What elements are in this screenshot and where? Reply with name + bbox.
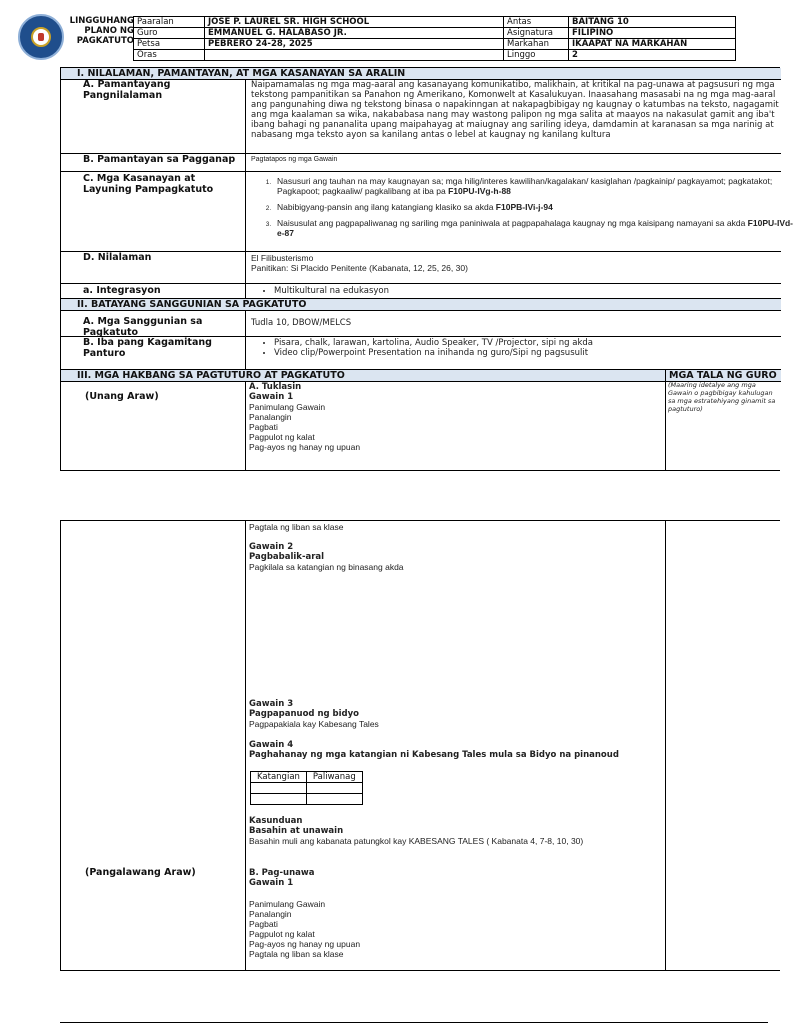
gawain-4-title: Gawain 4 [249, 740, 294, 750]
g1-item: Pagbati [249, 422, 278, 432]
integrasyon-list [256, 286, 774, 296]
pu-item: Pagbati [249, 919, 278, 929]
gawain-2-sub: Pagbabalik-aral [249, 552, 325, 562]
pu-item: Pagpulot ng kalat [249, 929, 315, 939]
asignatura-value: FILIPINO [569, 28, 736, 39]
pamantayang-pangnilalaman-text: Naipamamalas ng mga mag-aaral ang kasanayang komunikatibo, malikhain, at kritikal na pag-unawa at pagsusuri ng mga tekstong pampanitikan sa Panahon ng Amerikano, Komonwelt at Kasalukuyan. Inaasahang masasabi na ng mga mag-aaral ang pangunahing diwa ng tekstong binasa o napakinngan at nakapagbibigay ng kaugnay o katumbas na teksto, nagagamit ang mga kaalaman sa wika, nakababasa nang may wastong palipon ng mga salita at maayos na nakasulat gamit ang iba't ibang bahagi ng pananalita upang maipahayag at maiugnay ang sariling ideya, damdamin at karanasan sa mga narinig at nabasang mga teksto ayon sa kanilang antas o lebel at kaugnay ng kanilang kultura [251, 80, 779, 140]
gawain-2-title: Gawain 2 [249, 542, 294, 552]
page-divider [60, 1022, 768, 1023]
kasunduan-text: Basahin muli ang kabanata patungkol kay KABESANG TALES ( Kabanata 4, 7-8, 10, 30) [249, 836, 584, 846]
deped-seal-logo [18, 14, 64, 60]
gawain-1-title-b: Gawain 1 [249, 878, 294, 888]
markahan-value: IKAAPAT NA MARKAHAN [569, 39, 736, 50]
kagamitang-label: B. Iba pang Kagamitang Panturo [83, 337, 212, 359]
tala-ng-guro-heading: MGA TALA NG GURO [666, 370, 781, 381]
kasanayan-item: 1. Nasusuri ang tauhan na may kaugnayan sa; mga hilig/interes kawilihan/kagalakan/ kasiglahan /pagkainip/ pagkayamot; pagkatakot; Pagkapoot; pagkaaliw/ pagkalibang at iba pa F10PU-IVg-h-88 [273, 176, 798, 196]
paaralan-label: Paaralan [134, 17, 205, 28]
lesson-plan-table-continued [60, 520, 780, 971]
guro-label: Guro [134, 28, 205, 39]
kagamitang-list [256, 338, 794, 358]
integrasyon-item: • Multikultural na edukasyon [274, 286, 774, 296]
tala-ng-guro-text: (Maaring idetalye ang mga Gawain o pagbibigay kahulugan sa mga estratehiyang ginamit sa pagtuturo) [668, 381, 776, 413]
kasanayan-label: C. Mga Kasanayan at Layuning Pampagkatuto [83, 173, 214, 195]
pangalawang-araw-label: (Pangalawang Araw) [85, 867, 196, 878]
kasanayan-list [251, 176, 798, 244]
kasunduan-title: Kasunduan [249, 816, 303, 826]
katangian-header: Katangian [251, 772, 307, 783]
pu-item: Panimulang Gawain [249, 899, 326, 909]
g1-item: Panalangin [249, 412, 292, 422]
g1-item: Pagpulot ng kalat [249, 432, 315, 442]
sanggunian-text: Tudla 10, DBOW/MELCS [251, 318, 352, 328]
nilalaman-title: El Filibusterismo [251, 253, 314, 263]
oras-label: Oras [134, 50, 205, 61]
oras-value [205, 50, 504, 61]
g1-item: Pag-ayos ng hanay ng upuan [249, 442, 361, 452]
sanggunian-label: A. Mga Sanggunian sa Pagkatuto [83, 316, 203, 338]
pu-item: Panalangin [249, 909, 292, 919]
nilalaman-label: D. Nilalaman [83, 252, 152, 263]
kasanayan-item: 2. Nabibigyang-pansin ang ilang katangiang klasiko sa akda F10PB-IVi-j-94 [273, 202, 798, 212]
paliwanag-header: Paliwanag [306, 772, 362, 783]
unang-araw-label: (Unang Araw) [85, 391, 159, 402]
petsa-label: Petsa [134, 39, 205, 50]
kasunduan-sub: Basahin at unawain [249, 826, 344, 836]
gawain-3-sub: Pagpapanuod ng bidyo [249, 709, 360, 719]
section-2-heading: II. BATAYANG SANGGUNIAN SA PAGKATUTO [61, 299, 781, 310]
markahan-label: Markahan [504, 39, 569, 50]
pamantayan-pagganap-label: B. Pamantayan sa Pagganap [83, 154, 236, 165]
gawain-3-text: Pagpapakiala kay Kabesang Tales [249, 719, 379, 729]
plan-title: LINGGUHANG PLANO NG PAGKATUTO [69, 16, 134, 46]
nilalaman-panitikan: Panitikan: Si Placido Penitente (Kabanata, 12, 25, 26, 30) [251, 263, 468, 273]
petsa-value: PEBRERO 24-28, 2025 [205, 39, 504, 50]
linggo-value: 2 [569, 50, 736, 61]
section-1-heading: I. NILALAMAN, PAMANTAYAN, AT MGA KASANAYAN SA ARALIN [61, 68, 781, 79]
section-3-heading: III. MGA HAKBANG SA PAGTUTURO AT PAGKATUTO [61, 370, 666, 381]
antas-label: Antas [504, 17, 569, 28]
integrasyon-label: a. Integrasyon [83, 285, 161, 296]
gawain-2-text: Pagkilala sa katangian ng binasang akda [249, 562, 404, 572]
kasanayan-item: 3. Naisusulat ang pagpapaliwanag ng sariling mga paniniwala at pagpapahalaga kaugnay ng mga kaisipang namayani sa akda F10PU-IVd-e-87 [273, 218, 798, 238]
asignatura-label: Asignatura [504, 28, 569, 39]
header-info-table [133, 16, 736, 61]
pamantayan-pagganap-text: Pagtatapos ng mga Gawain [251, 156, 338, 163]
tuklasin-title: A. Tuklasin [249, 382, 302, 392]
pamantayang-pangnilalaman-label: A. Pamantayang Pangnilalaman [83, 79, 171, 101]
antas-value: BAITANG 10 [569, 17, 736, 28]
kagamitang-item: • Video clip/Powerpoint Presentation na inihanda ng guro/Sipi ng pagsusulit [274, 348, 794, 358]
pu-item: Pagtala ng liban sa klase [249, 949, 344, 959]
guro-value: EMMANUEL G. HALABASO JR. [205, 28, 504, 39]
gawain-3-title: Gawain 3 [249, 699, 294, 709]
gawain-1-title: Gawain 1 [249, 392, 294, 402]
lesson-plan-table [60, 67, 794, 471]
paaralan-value: JOSE P. LAUREL SR. HIGH SCHOOL [205, 17, 504, 28]
pu-item: Pag-ayos ng hanay ng upuan [249, 939, 361, 949]
kagamitang-item: • Pisara, chalk, larawan, kartolina, Audio Speaker, TV /Projector, sipi ng akda [274, 338, 794, 348]
pagtala-liban: Pagtala ng liban sa klase [249, 522, 344, 532]
gawain-4-sub: Paghahanay ng mga katangian ni Kabesang Tales mula sa Bidyo na pinanoud [249, 750, 619, 760]
katangian-table [250, 771, 363, 805]
linggo-label: Linggo [504, 50, 569, 61]
pag-unawa-title: B. Pag-unawa [249, 868, 315, 878]
g1-item: Panimulang Gawain [249, 402, 326, 412]
